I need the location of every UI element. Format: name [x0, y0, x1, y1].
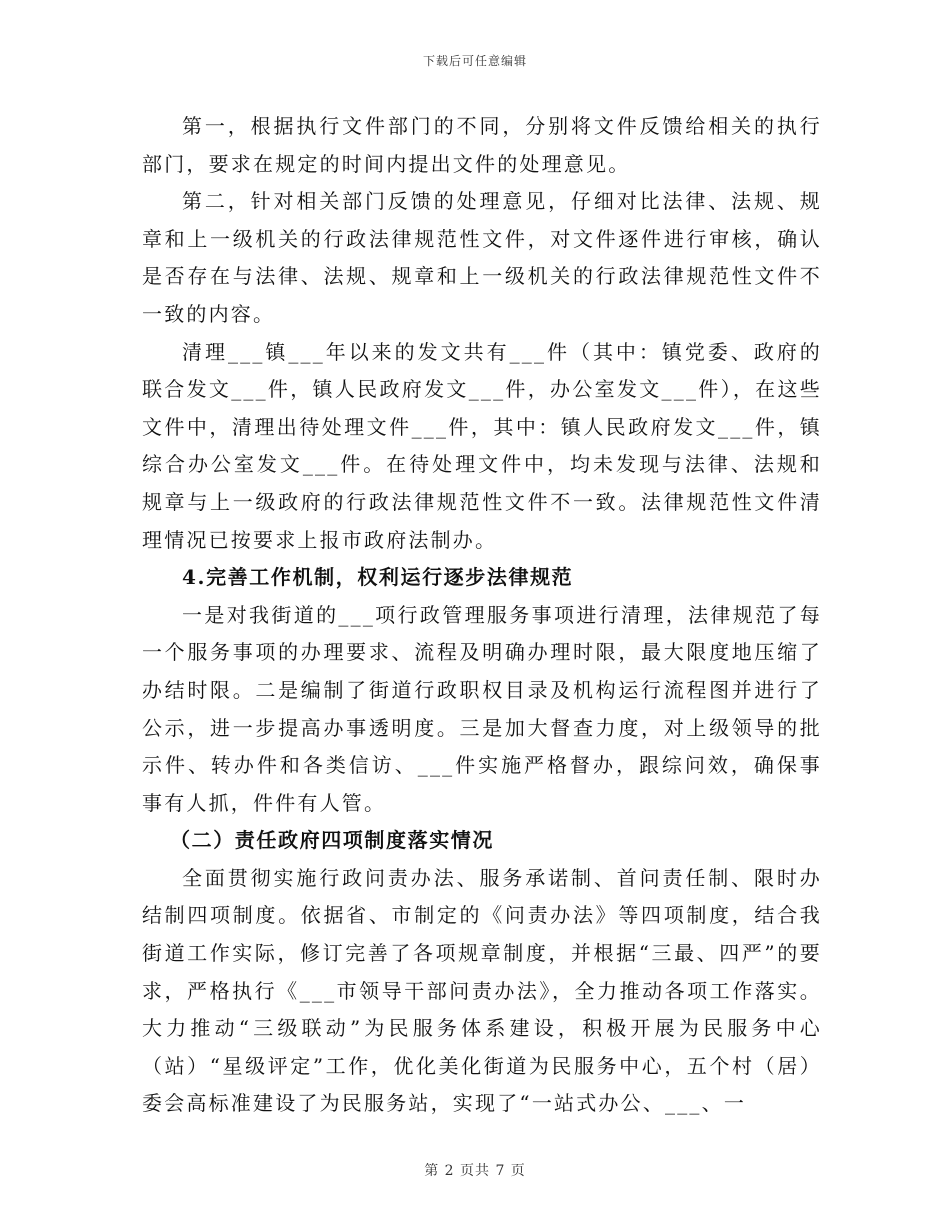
page-footer: 第 2 页共 7 页 — [424, 1163, 526, 1179]
document-body — [142, 108, 822, 1123]
paragraph-cleanup: 清理___镇___年以来的发文共有___件（其中：镇党委、政府的联合发文___件，镇人民政府发文___件，办公室发文___件），在这些文件中，清理出待处理文件___件，其中：镇人民政府发文___件，镇综合办公室发文___件。在待处理文件中，均未发现与法律、法规和规章与上一级政府的行政法律规范性文件不一致。法律规范性文件清理情况已按要求上报市政府法制办。 — [142, 339, 822, 552]
paragraph-responsibility: 全面贯彻实施行政问责办法、服务承诺制、首问责任制、限时办结制四项制度。依据省、市制定的《问责办法》等四项制度，结合我街道工作实际，修订完善了各项规章制度，并根据“三最、四严”的要求，严格执行《___市领导干部问责办法》，全力推动各项工作落实。大力推动“三级联动”为民服务体系建设，积极开展为民服务中心（站）“星级评定”工作，优化美化街道为民服务中心，五个村（居）委会高标准建设了为民服务站，实现了“一站式办公、___、一 — [142, 865, 822, 1116]
paragraph-mechanism: 一是对我街道的___项行政管理服务事项进行清理，法律规范了每一个服务事项的办理要求、流程及明确办理时限，最大限度地压缩了办结时限。二是编制了街道行政职权目录及机构运行流程图并进行了公示，进一步提高办事透明度。三是加大督查力度，对上级领导的批示件、转办件和各类信访、___件实施严格督办，跟综问效，确保事事有人抓，件件有人管。 — [142, 602, 822, 815]
page-header: 下载后可任意编辑 — [422, 54, 527, 68]
paragraph-second: 第二，针对相关部门反馈的处理意见，仔细对比法律、法规、规章和上一级机关的行政法律规范性文件，对文件逐件进行审核，确认是否存在与法律、法规、规章和上一级机关的行政法律规范性文件不一致的内容。 — [142, 189, 822, 326]
section-heading-4: 4.完善工作机制，权利运行逐步法律规范 — [182, 565, 574, 590]
paragraph-first: 第一，根据执行文件部门的不同，分别将文件反馈给相关的执行部门，要求在规定的时间内提出文件的处理意见。 — [142, 114, 822, 176]
section-heading-2: （二）责任政府四项制度落实情况 — [170, 828, 494, 853]
